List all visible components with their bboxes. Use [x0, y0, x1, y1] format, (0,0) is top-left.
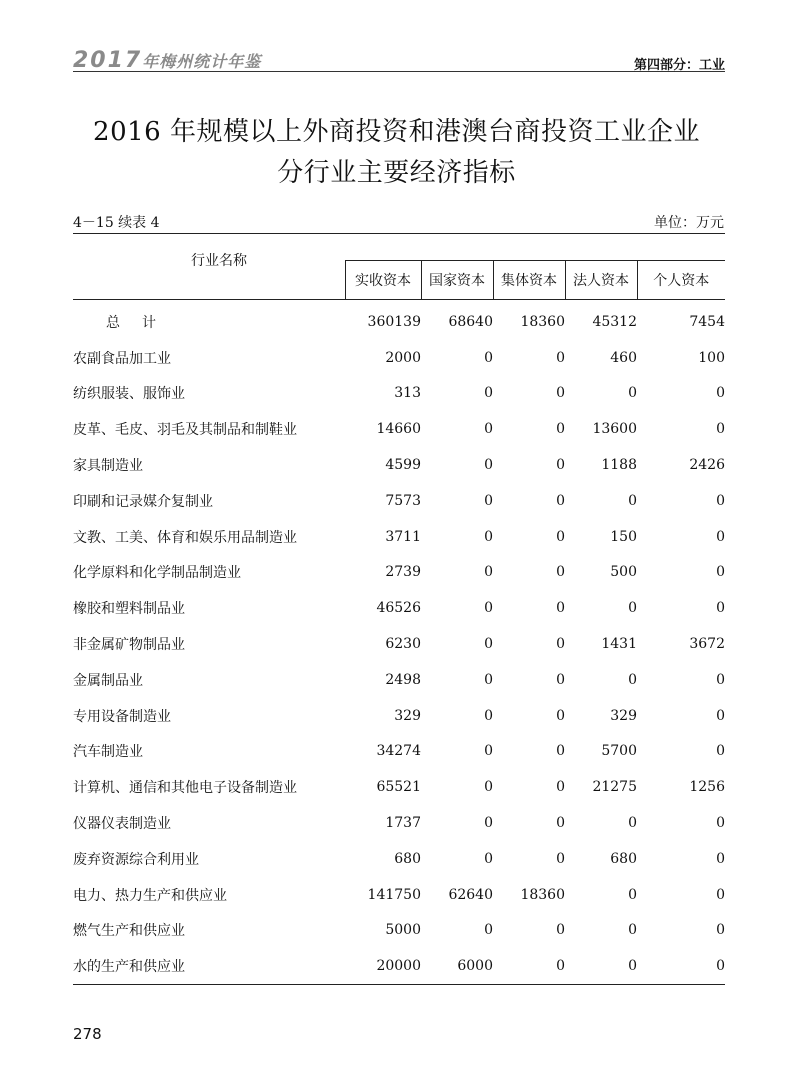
industry-name: 化学原料和化学制品制造业	[73, 565, 241, 582]
value-cell: 1188	[601, 457, 637, 474]
value-cell: 2739	[385, 564, 421, 581]
value-cell: 0	[484, 922, 493, 939]
value-cell: 500	[610, 564, 637, 581]
data-table	[73, 233, 725, 985]
industry-name: 纺织服装、服饰业	[73, 386, 185, 403]
yearbook-title	[73, 48, 261, 73]
industry-name: 家具制造业	[73, 458, 143, 475]
industry-name: 橡胶和塑料制品业	[73, 601, 185, 618]
table-row	[73, 948, 725, 984]
value-cell: 0	[556, 528, 565, 545]
value-cell: 0	[556, 743, 565, 760]
table-row	[73, 376, 725, 412]
value-cell: 0	[628, 671, 637, 688]
table-row	[73, 734, 725, 770]
value-cell: 0	[716, 850, 725, 867]
column-header: 实收资本	[345, 261, 421, 300]
value-cell: 0	[484, 743, 493, 760]
table-row	[73, 769, 725, 805]
value-cell: 18360	[520, 313, 565, 330]
value-cell: 329	[610, 707, 637, 724]
value-cell: 5700	[601, 743, 637, 760]
value-cell: 0	[716, 564, 725, 581]
value-cell: 0	[628, 385, 637, 402]
value-cell: 0	[484, 385, 493, 402]
value-cell: 45312	[592, 313, 637, 330]
value-cell: 313	[394, 385, 421, 402]
value-cell: 0	[556, 779, 565, 796]
industry-name: 汽车制造业	[73, 744, 143, 761]
industry-name: 水的生产和供应业	[73, 948, 345, 984]
value-cell: 150	[610, 528, 637, 545]
value-cell: 0	[556, 922, 565, 939]
industry-name: 专用设备制造业	[73, 708, 171, 725]
industry-name: 印刷和记录媒介复制业	[73, 493, 213, 510]
column-header: 个人资本	[637, 261, 725, 300]
table-row	[73, 805, 725, 841]
industry-name: 燃气生产和供应业	[73, 923, 185, 940]
table-row	[73, 447, 725, 483]
value-cell: 0	[716, 922, 725, 939]
value-cell: 0	[556, 385, 565, 402]
value-cell: 0	[716, 707, 725, 724]
value-cell: 20000	[345, 948, 421, 984]
table-row	[73, 877, 725, 913]
value-cell: 0	[716, 492, 725, 509]
column-header: 国家资本	[421, 261, 493, 300]
value-cell: 0	[556, 421, 565, 438]
value-cell: 0	[628, 492, 637, 509]
yearbook-year: 2017	[73, 48, 143, 73]
table-row	[73, 519, 725, 555]
section-label: 第四部分：工业	[633, 58, 725, 73]
value-cell: 13600	[592, 421, 637, 438]
value-cell: 0	[484, 779, 493, 796]
value-cell: 100	[698, 349, 725, 366]
value-cell: 3672	[689, 636, 725, 653]
industry-name: 废弃资源综合利用业	[73, 851, 199, 868]
value-cell: 0	[484, 707, 493, 724]
value-cell: 0	[484, 600, 493, 617]
column-header: 集体资本	[493, 261, 565, 300]
value-cell: 2000	[385, 349, 421, 366]
value-cell: 14660	[376, 421, 421, 438]
value-cell: 0	[556, 815, 565, 832]
page-number: 278	[73, 1025, 102, 1043]
value-cell: 0	[637, 948, 725, 984]
page-title-line-1: 2016 年规模以上外商投资和港澳台商投资工业企业	[93, 117, 700, 147]
value-cell: 0	[484, 528, 493, 545]
value-cell: 2498	[385, 671, 421, 688]
value-cell: 141750	[367, 886, 421, 903]
column-header: 法人资本	[565, 261, 637, 300]
value-cell: 0	[565, 948, 637, 984]
value-cell: 0	[716, 886, 725, 903]
value-cell: 68640	[448, 313, 493, 330]
column-header-industry: 行业名称	[73, 234, 345, 300]
value-cell: 0	[556, 564, 565, 581]
value-cell: 0	[556, 492, 565, 509]
value-cell: 1256	[689, 779, 725, 796]
value-cell: 4599	[385, 457, 421, 474]
table-row	[73, 411, 725, 447]
value-cell: 0	[716, 528, 725, 545]
value-cell: 18360	[520, 886, 565, 903]
value-cell: 65521	[376, 779, 421, 796]
industry-name: 农副食品加工业	[73, 350, 171, 367]
value-cell: 0	[484, 636, 493, 653]
industry-name: 文教、工美、体育和娱乐用品制造业	[73, 529, 297, 546]
value-cell: 7573	[385, 492, 421, 509]
table-row	[73, 698, 725, 734]
value-cell: 0	[484, 421, 493, 438]
value-cell: 6000	[421, 948, 493, 984]
table-row	[73, 662, 725, 698]
value-cell: 0	[716, 671, 725, 688]
value-cell: 0	[556, 636, 565, 653]
value-cell: 329	[394, 707, 421, 724]
value-cell: 0	[628, 815, 637, 832]
table-row	[73, 626, 725, 662]
industry-name: 总计	[106, 314, 178, 331]
table-row	[73, 590, 725, 626]
value-cell: 7454	[689, 313, 725, 330]
value-cell: 0	[716, 815, 725, 832]
value-cell: 0	[484, 564, 493, 581]
value-cell: 0	[484, 492, 493, 509]
value-cell: 0	[628, 600, 637, 617]
value-cell: 0	[493, 948, 565, 984]
value-cell: 0	[556, 349, 565, 366]
value-cell: 1737	[385, 815, 421, 832]
running-header	[73, 44, 725, 73]
value-cell: 62640	[448, 886, 493, 903]
value-cell: 6230	[385, 636, 421, 653]
table-row	[73, 555, 725, 591]
value-cell: 1431	[601, 636, 637, 653]
value-cell: 0	[556, 850, 565, 867]
value-cell: 460	[610, 349, 637, 366]
value-cell: 0	[716, 385, 725, 402]
table-row	[73, 841, 725, 877]
table-body	[73, 300, 725, 985]
industry-name: 计算机、通信和其他电子设备制造业	[73, 780, 297, 797]
value-cell: 0	[556, 707, 565, 724]
value-cell: 21275	[592, 779, 637, 796]
value-cell: 34274	[376, 743, 421, 760]
value-cell: 0	[484, 850, 493, 867]
table-row	[73, 340, 725, 376]
value-cell: 680	[394, 850, 421, 867]
value-cell: 0	[556, 671, 565, 688]
industry-name: 非金属矿物制品业	[73, 637, 185, 654]
unit-label: 单位：万元	[654, 215, 724, 231]
value-cell: 680	[610, 850, 637, 867]
table-row	[73, 913, 725, 949]
value-cell: 0	[484, 815, 493, 832]
value-cell: 5000	[385, 922, 421, 939]
industry-name: 皮革、毛皮、羽毛及其制品和制鞋业	[73, 422, 297, 439]
value-cell: 0	[484, 671, 493, 688]
value-cell: 0	[628, 922, 637, 939]
header-spacer	[345, 234, 725, 261]
industry-name: 金属制品业	[73, 672, 143, 689]
value-cell: 0	[716, 600, 725, 617]
total-row	[73, 300, 725, 340]
industry-name: 仪器仪表制造业	[73, 816, 171, 833]
value-cell: 0	[556, 457, 565, 474]
table-id: 4－15 续表 4	[73, 215, 160, 231]
yearbook-name: 年梅州统计年鉴	[142, 52, 262, 71]
page-title-line-2: 分行业主要经济指标	[277, 158, 516, 188]
value-cell: 360139	[367, 313, 421, 330]
value-cell: 0	[556, 600, 565, 617]
value-cell: 0	[484, 349, 493, 366]
value-cell: 46526	[376, 600, 421, 617]
header-rule	[73, 71, 725, 72]
value-cell: 0	[716, 421, 725, 438]
value-cell: 2426	[689, 457, 725, 474]
industry-name: 电力、热力生产和供应业	[73, 887, 227, 904]
value-cell: 0	[716, 743, 725, 760]
value-cell: 3711	[385, 528, 421, 545]
table-row	[73, 483, 725, 519]
value-cell: 0	[628, 886, 637, 903]
value-cell: 0	[484, 457, 493, 474]
